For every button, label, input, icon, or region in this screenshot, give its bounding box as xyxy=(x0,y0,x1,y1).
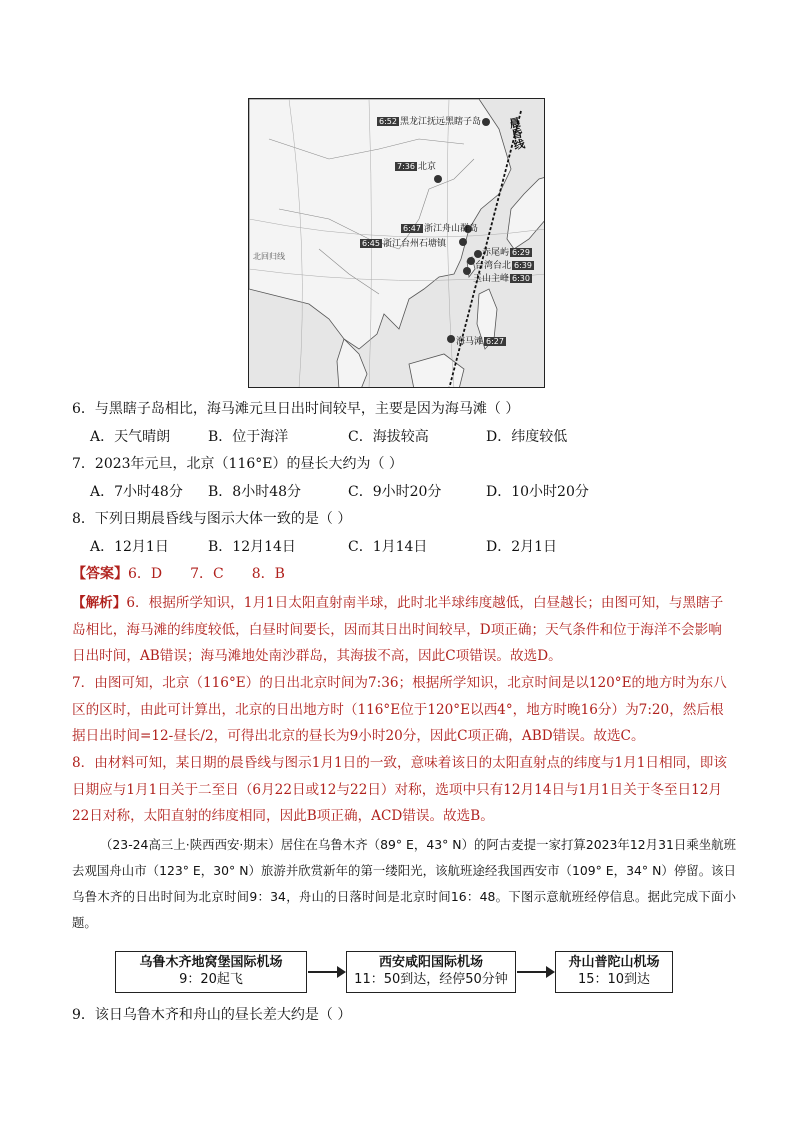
analysis-label: 【解析】 xyxy=(72,595,127,611)
land-japan xyxy=(507,177,545,249)
q7-option-a[interactable]: A．7小时48分 xyxy=(90,484,183,500)
sunrise-map xyxy=(248,98,545,388)
q8-option-b[interactable]: B．12月14日 xyxy=(208,539,296,555)
question-6-stem: 6．与黑瞎子岛相比，海马滩元旦日出时间较早，主要是因为海马滩（ ） xyxy=(72,401,520,417)
dusk-line-label: 晨昏线 xyxy=(506,116,527,151)
place-haimatan: 海马滩 6:27 xyxy=(456,337,504,347)
q8-option-a[interactable]: A．12月1日 xyxy=(90,539,169,555)
q6-option-a[interactable]: A．天气晴朗 xyxy=(90,429,171,445)
dot-chiweiyu xyxy=(474,250,482,258)
flow-step-zhoushan xyxy=(555,951,673,993)
land-borneo xyxy=(409,354,464,388)
q7-option-c[interactable]: C．9小时20分 xyxy=(348,484,442,500)
flow-step-xian-name: 西安咸阳国际机场 xyxy=(378,955,483,970)
analysis-7: 7．由图可知，北京（116°E）的日出北京时间为7:36；根据所学知识，北京时间是以120°E的地方时为东八区的区时，由此可计算出，北京的日出地方时（116°E位于120°E以西4°，地方时晚16分）为7:20，然后根据日出时间=12-昼长/2，可得出北京的昼长为9小时20分，因此C项正确，ABD错误。故选C。 xyxy=(72,675,727,744)
dot-haimatan xyxy=(447,335,455,343)
flow-step-xian-info: 11：50到达，经停50分钟 xyxy=(354,972,508,987)
answer-text: 6．D 7．C 8．B xyxy=(128,566,285,582)
dot-heixiazi xyxy=(482,118,490,126)
flow-step-urumqi-info: 9：20起飞 xyxy=(179,972,243,987)
question-6-options xyxy=(90,426,690,448)
answer-line xyxy=(72,563,285,585)
place-yushan: 玉山主峰 6:30 xyxy=(473,274,530,284)
source-material: （23-24高三上·陕西西安·期末）居住在乌鲁木齐（89° E，43° N）的阿古麦提一家打算2023年12月31日乘坐航班去观国舟山市（123° E，30° N）旅游并欣赏新年的第一缕阳光，该航班途经我国西安市（109° E，34° N）停留。该日乌鲁木齐的日出时间为北京时间9：34，舟山的日落时间是北京时间16：48。下图示意航班经停信息。据此完成下面小题。 xyxy=(72,837,736,930)
analysis-6 xyxy=(72,590,732,670)
flow-step-xian xyxy=(346,951,516,993)
question-7-options xyxy=(90,481,690,503)
flow-step-zhoushan-name: 舟山普陀山机场 xyxy=(568,955,660,970)
analysis-8: 8．由材料可知，某日期的晨昏线与图示1月1日的一致，意味着该日的太阳直射点的纬度与1月1日相同，即该日期应与1月1日关于二至日（6月22日或12与22日）对称，选项中只有12月14日与1月1日关于冬至日12月22日对称，太阳直射的纬度相同，因此B项正确，ACD错误。故选B。 xyxy=(72,755,727,824)
flow-step-zhoushan-info: 15：10到达 xyxy=(577,972,651,987)
dot-taizhou xyxy=(459,238,467,246)
place-heixiazi: 6:52 黑龙江抚远黑瞎子岛 xyxy=(379,117,481,127)
place-taizhou: 6:45 浙江台州石塘镇 xyxy=(362,239,446,249)
question-8-stem: 8．下列日期晨昏线与图示大体一致的是（ ） xyxy=(72,511,352,527)
dot-beijing xyxy=(434,175,442,183)
question-8-options xyxy=(90,536,690,558)
q6-option-c[interactable]: C．海拔较高 xyxy=(348,429,429,445)
flow-step-urumqi xyxy=(115,951,307,993)
q8-option-c[interactable]: C．1月14日 xyxy=(348,539,428,555)
place-taibei: 台湾台北 6:39 xyxy=(475,261,532,271)
arrow-2 xyxy=(517,971,553,973)
q6-option-b[interactable]: B．位于海洋 xyxy=(208,429,289,445)
arrow-1 xyxy=(308,971,344,973)
question-9-stem: 9．该日乌鲁木齐和舟山的昼长差大约是（ ） xyxy=(72,1007,352,1023)
dot-taibei xyxy=(467,257,475,265)
answer-label: 【答案】 xyxy=(72,566,128,582)
place-zhoushan: 6:47 浙江舟山群岛 xyxy=(403,224,478,234)
q7-option-b[interactable]: B．8小时48分 xyxy=(208,484,302,500)
q8-option-d[interactable]: D．2月1日 xyxy=(486,539,558,555)
flow-step-urumqi-name: 乌鲁木齐地窝堡国际机场 xyxy=(139,955,283,970)
q7-option-d[interactable]: D．10小时20分 xyxy=(486,484,589,500)
place-chiweiyu: 赤尾屿 6:29 xyxy=(482,248,530,258)
tropic-label: 北回归线 xyxy=(253,252,285,261)
dot-yushan xyxy=(463,267,471,275)
question-7-stem: 7．2023年元旦，北京（116°E）的昼长大约为（ ） xyxy=(72,456,403,472)
analysis-6-text: 6．根据所学知识，1月1日太阳直射南半球，此时北半球纬度越低，白昼越长；由图可知，与黑瞎子岛相比，海马滩的纬度较低，白昼时间要长，因而其日出时间较早，D项正确；天气条件和位于海洋不会影响日出时间，AB错误；海马滩地处南沙群岛，其海拔不高，因此C项错误。故选D。 xyxy=(72,595,724,664)
q6-option-d[interactable]: D．纬度较低 xyxy=(486,429,568,445)
place-beijing: 7:36 北京 xyxy=(397,162,436,172)
